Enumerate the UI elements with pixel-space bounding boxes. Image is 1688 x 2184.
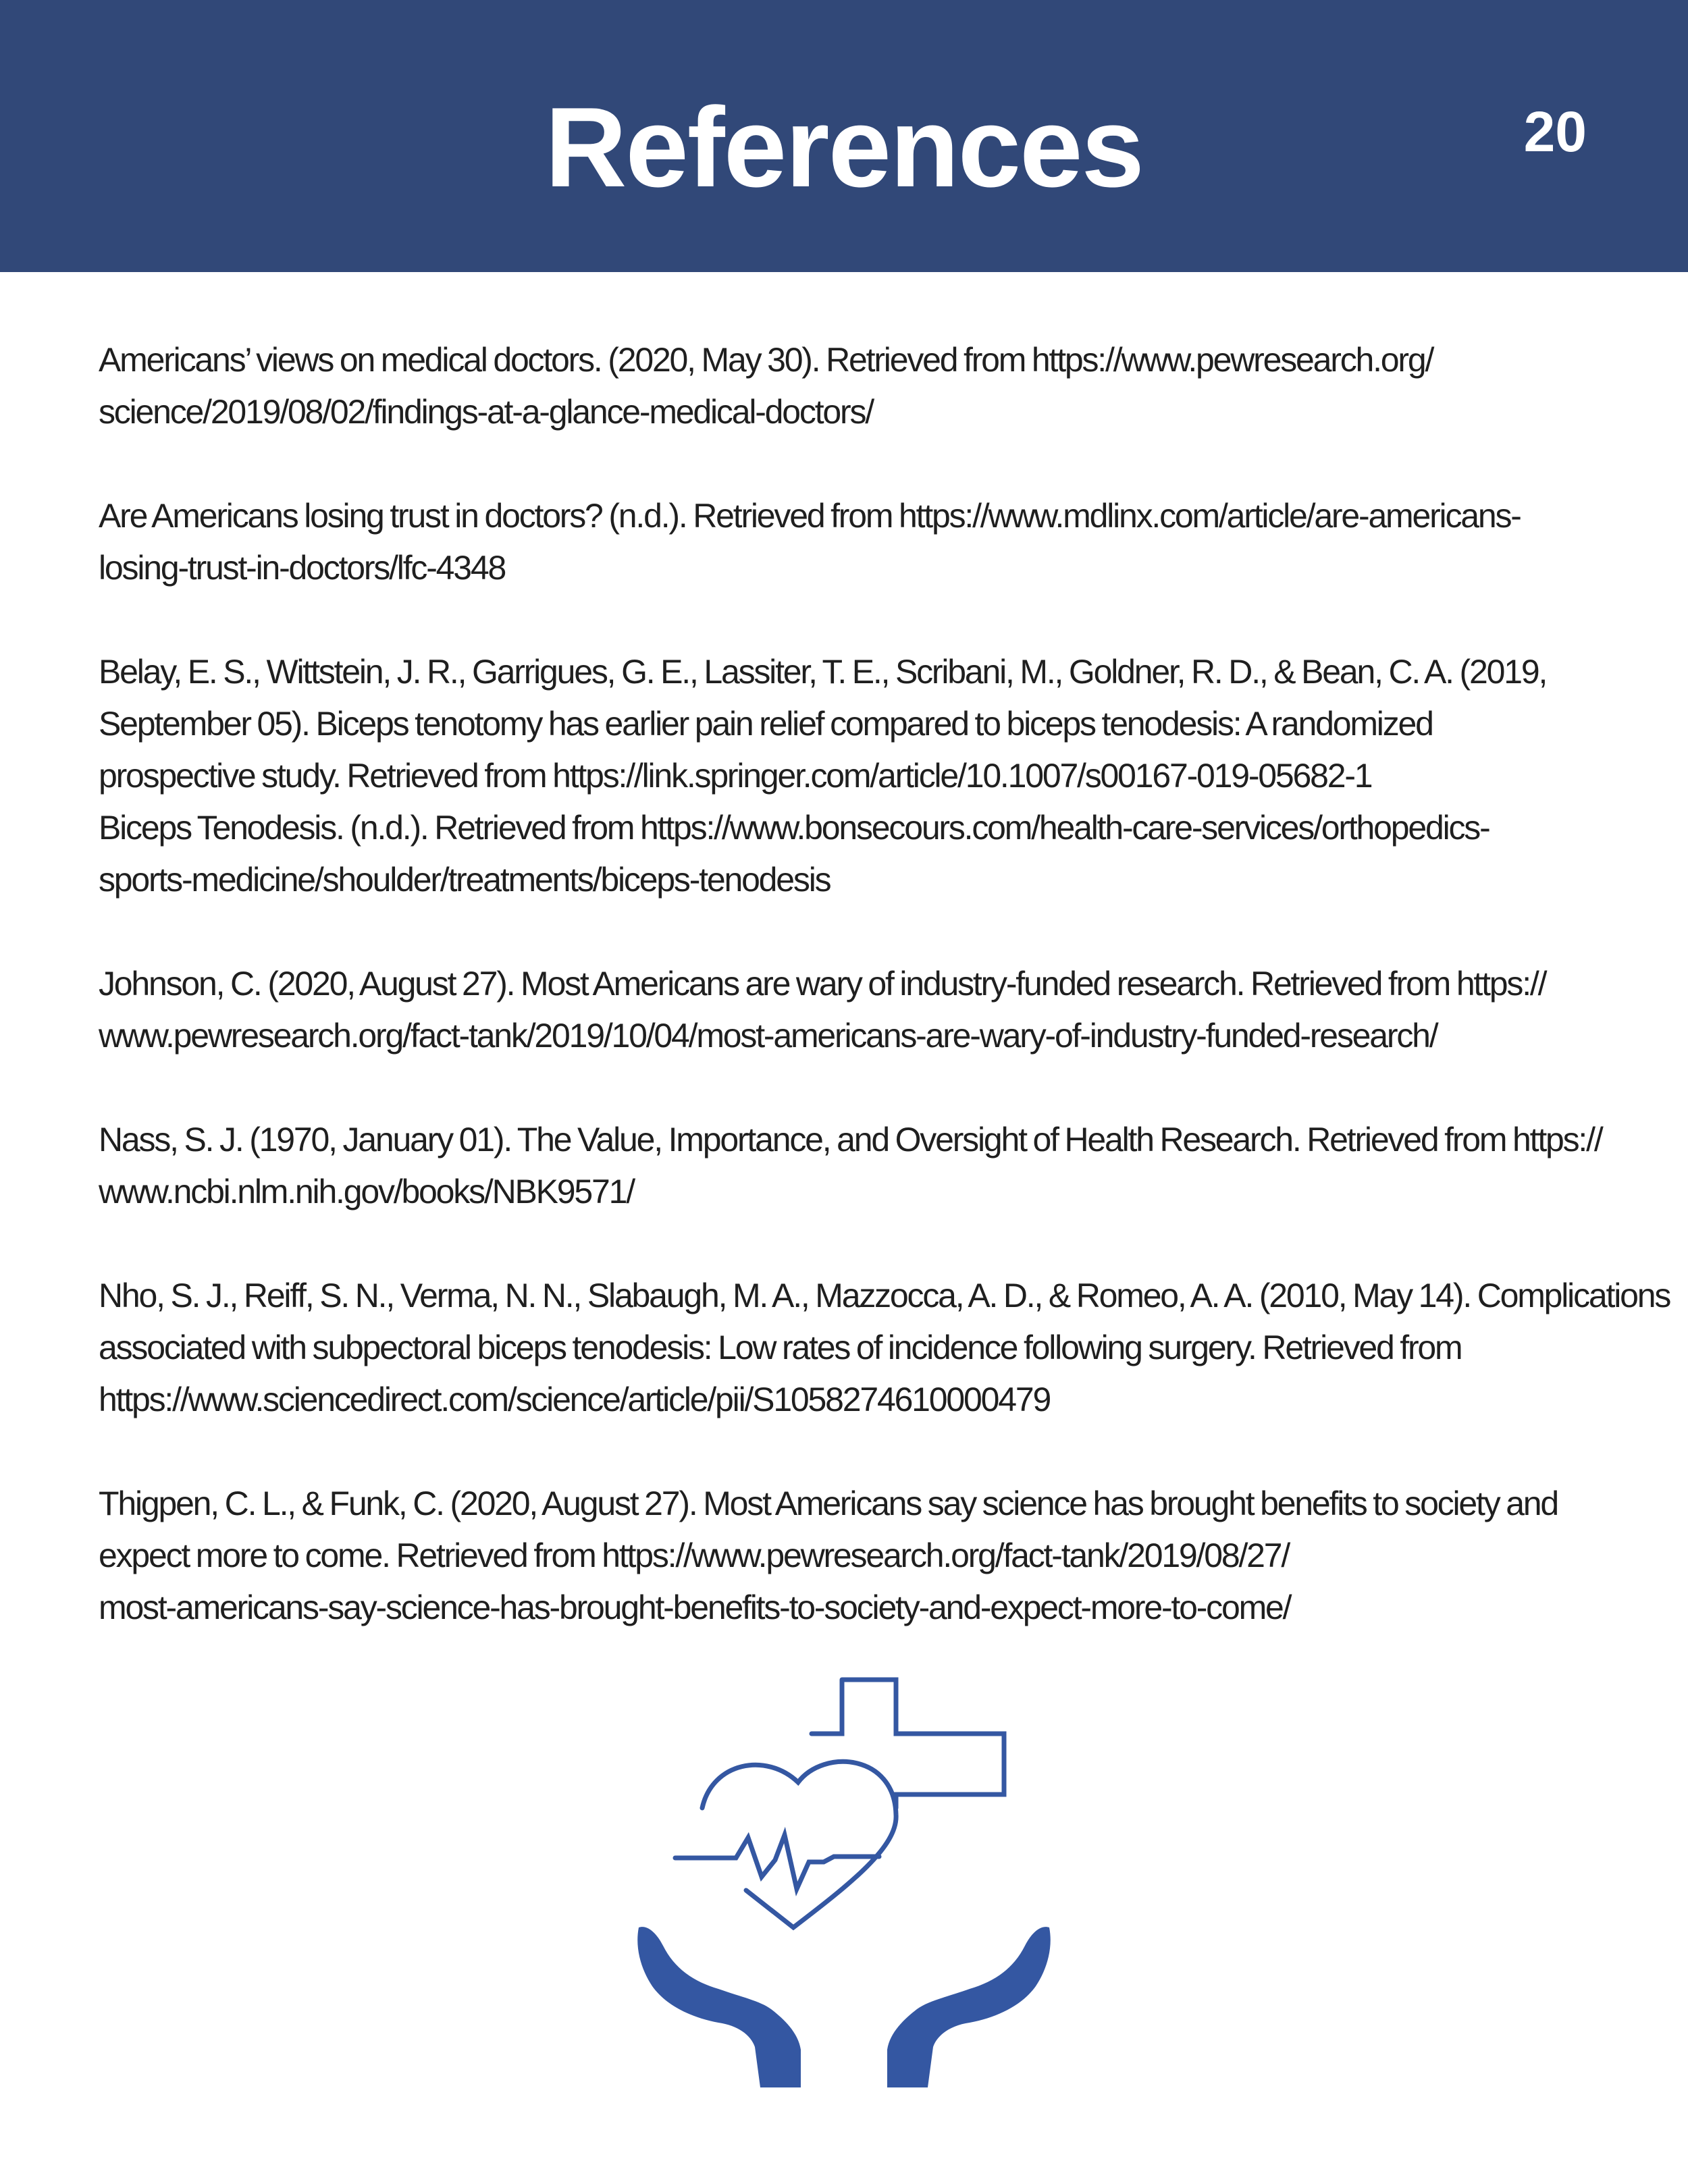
right-hand-shape bbox=[887, 1927, 1051, 2087]
reference-line: www.pewresearch.org/fact-tank/2019/10/04/most-americans-are-wary-of-industry-funded-research/ bbox=[99, 1017, 1438, 1055]
reference-entry bbox=[99, 490, 1604, 594]
medical-cross-shape bbox=[812, 1680, 1004, 1808]
reference-entry bbox=[99, 646, 1604, 906]
reference-line: September 05). Biceps tenotomy has earlier pain relief compared to biceps tenodesis: A randomized bbox=[99, 705, 1433, 743]
reference-entry bbox=[99, 1270, 1670, 1426]
reference-line: Belay, E. S., Wittstein, J. R., Garrigues, G. E., Lassiter, T. E., Scribani, M., Goldner, R. D., & Bean, C. A. (2019, bbox=[99, 653, 1547, 691]
reference-line: www.ncbi.nlm.nih.gov/books/NBK9571/ bbox=[99, 1173, 634, 1210]
reference-entry bbox=[99, 958, 1604, 1062]
healthcare-hands-heart-cross-icon bbox=[628, 1674, 1060, 2093]
reference-line: Thigpen, C. L., & Funk, C. (2020, August 27). Most Americans say science has brought benefits to society and bbox=[99, 1485, 1558, 1522]
reference-line: prospective study. Retrieved from https://link.springer.com/article/10.1007/s00167-019-05682-1 bbox=[99, 757, 1372, 795]
reference-line: science/2019/08/02/findings-at-a-glance-medical-doctors/ bbox=[99, 393, 873, 431]
heart-shape bbox=[702, 1761, 896, 1927]
page-header bbox=[0, 0, 1688, 272]
reference-entry bbox=[99, 1114, 1604, 1218]
reference-line: Nho, S. J., Reiff, S. N., Verma, N. N., Slabaugh, M. A., Mazzocca, A. D., & Romeo, A. A. (2010, May 14). Complications bbox=[99, 1277, 1670, 1314]
reference-list bbox=[99, 334, 1670, 1686]
reference-line: expect more to come. Retrieved from https://www.pewresearch.org/fact-tank/2019/08/27/ bbox=[99, 1537, 1290, 1574]
reference-line: Nass, S. J. (1970, January 01). The Value, Importance, and Oversight of Health Research. Retrieved from https:// bbox=[99, 1121, 1602, 1158]
reference-line: losing-trust-in-doctors/lfc-4348 bbox=[99, 549, 506, 587]
reference-line: associated with subpectoral biceps tenodesis: Low rates of incidence following surgery. Retrieved from bbox=[99, 1329, 1462, 1366]
page-title: References bbox=[545, 84, 1143, 211]
reference-line: Johnson, C. (2020, August 27). Most Americans are wary of industry-funded research. Retrieved from https:// bbox=[99, 965, 1546, 1003]
reference-entry bbox=[99, 1478, 1604, 1634]
left-hand-shape bbox=[637, 1927, 801, 2087]
reference-line: most-americans-say-science-has-brought-benefits-to-society-and-expect-more-to-come/ bbox=[99, 1589, 1291, 1626]
reference-line: sports-medicine/shoulder/treatments/biceps-tenodesis bbox=[99, 861, 830, 899]
page-number: 20 bbox=[1523, 100, 1587, 163]
reference-entry bbox=[99, 334, 1604, 438]
reference-line: Biceps Tenodesis. (n.d.). Retrieved from https://www.bonsecours.com/health-care-services/orthopedics- bbox=[99, 809, 1489, 847]
reference-line: https://www.sciencedirect.com/science/article/pii/S1058274610000479 bbox=[99, 1381, 1051, 1418]
reference-line: Are Americans losing trust in doctors? (n.d.). Retrieved from https://www.mdlinx.com/article/are-americans- bbox=[99, 497, 1521, 535]
reference-line: Americans’ views on medical doctors. (2020, May 30). Retrieved from https://www.pewresearch.org/ bbox=[99, 341, 1433, 379]
